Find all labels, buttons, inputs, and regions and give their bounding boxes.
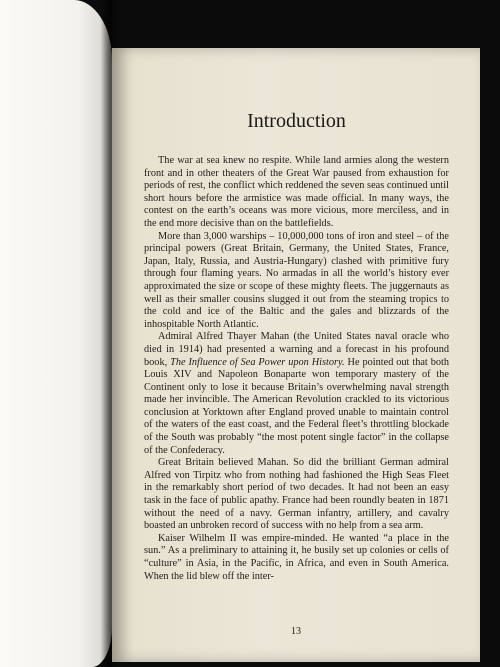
- left-page: [0, 0, 112, 667]
- page-number: 13: [291, 626, 301, 637]
- paragraph-3-pre: Admiral Alfred Thayer Mahan (the United States naval oracle who died in 1914) had presented a warning and a forecast in his profound book,: [144, 331, 449, 368]
- paragraph-4: Great Britain believed Mahan. So did the brilliant German admiral Alfred von Tirpitz who from nothing had fashioned the High Seas Fleet in the remarkably short period of two decades. It had not been an easy task in the face of public apathy. France had been roundly beaten in 1871 without the need of a navy. German infantry, artillery, and cavalry boasted an unbroken record of success with no help from a sea arm.: [144, 457, 449, 532]
- paragraph-1: The war at sea knew no respite. While land armies along the western front and in other theaters of the Great War paused from exhaustion for periods of rest, the conflict which reddened the seven seas continued until short hours before the armistice was made official. In many ways, the contest on the earth’s oceans was more vicious, more merciless, and in the end more decisive than on the battlefields.: [144, 155, 449, 229]
- paragraph-5: Kaiser Wilhelm II was empire-minded. He wanted “a place in the sun.” As a preliminary to attaining it, he busily set up colonies or cells of “culture” in Asia, in the Pacific, in Africa, and even in South America. When the lid blew off the inter-: [144, 532, 449, 582]
- page-content: [144, 110, 449, 583]
- paragraph-2: More than 3,000 warships – 10,000,000 tons of iron and steel – of the principal powers (Great Britain, Germany, the United States, France, Japan, Italy, Russia, and Austria-Hungary) clashed with primitive fury through four flaming years. No armadas in all the world’s history ever approximated the size or scope of these mighty fleets. The juggernauts as well as their smaller cousins slugged it out from the steaming tropics to the cold and ice of the Baltic and the gales and blizzards of the inhospitable North Atlantic.: [144, 230, 449, 330]
- right-page: [112, 48, 480, 662]
- paragraph-3: [144, 331, 449, 457]
- paragraph-3-post: He pointed out that both Louis XIV and Napoleon Bonaparte won temporary mastery of the Continent only to lose it because Britain’s overwhelming naval strength made her invincible. The American Revolution crackled to its victorious conclusion at Yorktown after England proved unable to maintain control of the waters of the east coast, and the Federal fleet’s throttling blockade of the South was probably “the most potent single factor” in the collapse of the Confederacy.: [144, 356, 449, 456]
- book-title-italic: The Influence of Sea Power upon History.: [170, 356, 345, 368]
- chapter-title: Introduction: [247, 110, 346, 132]
